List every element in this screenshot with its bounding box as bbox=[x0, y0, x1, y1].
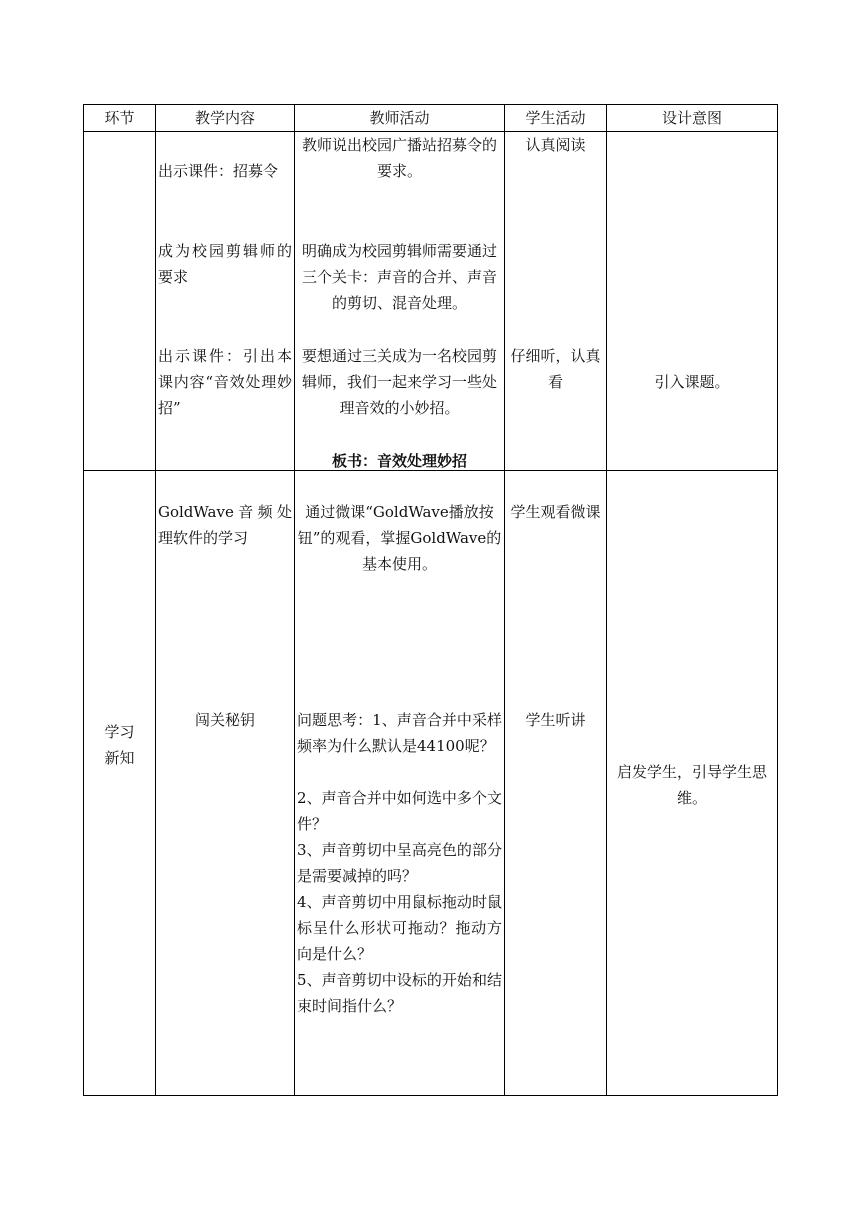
stage-cell-empty bbox=[84, 132, 156, 471]
table-row bbox=[84, 132, 778, 471]
intent-text: 启发学生，引导学生思维。 bbox=[616, 763, 767, 807]
teacher-item: 要想通过三关成为一名校园剪辑师，我们一起来学习一些处理音效的小妙招。 bbox=[301, 347, 497, 417]
stage-cell bbox=[84, 471, 156, 1096]
student-item: 认真阅读 bbox=[525, 136, 586, 154]
question-item: 4、声音剪切中用鼠标拖动时鼠标呈什么形状可拖动？拖动方向是什么？ bbox=[297, 893, 502, 963]
content-item: 成为校园剪辑师的要求 bbox=[158, 242, 292, 286]
teacher-item: 明确成为校园剪辑师需要通过三个关卡：声音的合并、声音的剪切、混音处理。 bbox=[301, 242, 497, 312]
teacher-item: 通过微课“GoldWave播放按钮”的观看，掌握GoldWave的基本使用。 bbox=[297, 503, 502, 573]
student-item: 学生观看微课 bbox=[510, 503, 601, 521]
header-teacher-activity: 教师活动 bbox=[295, 105, 505, 132]
question-item: 2、声音合并中如何选中多个文件？ bbox=[297, 789, 502, 833]
content-item: GoldWave音频处理软件的学习 bbox=[158, 503, 292, 547]
header-stage: 环节 bbox=[84, 105, 156, 132]
header-row bbox=[84, 105, 778, 132]
content-item: 出示课件：引出本课内容“音效处理妙招” bbox=[158, 347, 292, 417]
blackboard-note: 板书：音效处理妙招 bbox=[331, 452, 467, 470]
intent-cell bbox=[607, 471, 778, 1096]
lesson-plan-table bbox=[83, 104, 778, 1096]
header-student-activity: 学生活动 bbox=[505, 105, 607, 132]
student-cell bbox=[505, 132, 607, 471]
stage-label: 学习新知 bbox=[104, 723, 135, 767]
content-item: 出示课件：招募令 bbox=[158, 162, 279, 180]
header-content: 教学内容 bbox=[156, 105, 295, 132]
table-row bbox=[84, 471, 778, 1096]
intent-cell bbox=[607, 132, 778, 471]
question-item: 问题思考：1、声音合并中采样频率为什么默认是44100呢？ bbox=[297, 711, 502, 755]
intent-text: 引入课题。 bbox=[654, 373, 730, 391]
student-cell bbox=[505, 471, 607, 1096]
teacher-cell bbox=[295, 132, 505, 471]
teacher-cell bbox=[295, 471, 505, 1096]
question-item: 5、声音剪切中设标的开始和结束时间指什么？ bbox=[297, 971, 502, 1015]
student-item: 仔细听，认真看 bbox=[510, 347, 601, 391]
content-cell bbox=[156, 471, 295, 1096]
teacher-item: 教师说出校园广播站招募令的要求。 bbox=[301, 136, 497, 180]
content-item: 闯关秘钥 bbox=[194, 711, 255, 729]
content-cell bbox=[156, 132, 295, 471]
question-item: 3、声音剪切中呈高亮色的部分是需要减掉的吗？ bbox=[297, 841, 502, 885]
header-design-intent: 设计意图 bbox=[607, 105, 778, 132]
student-item: 学生听讲 bbox=[525, 711, 586, 729]
